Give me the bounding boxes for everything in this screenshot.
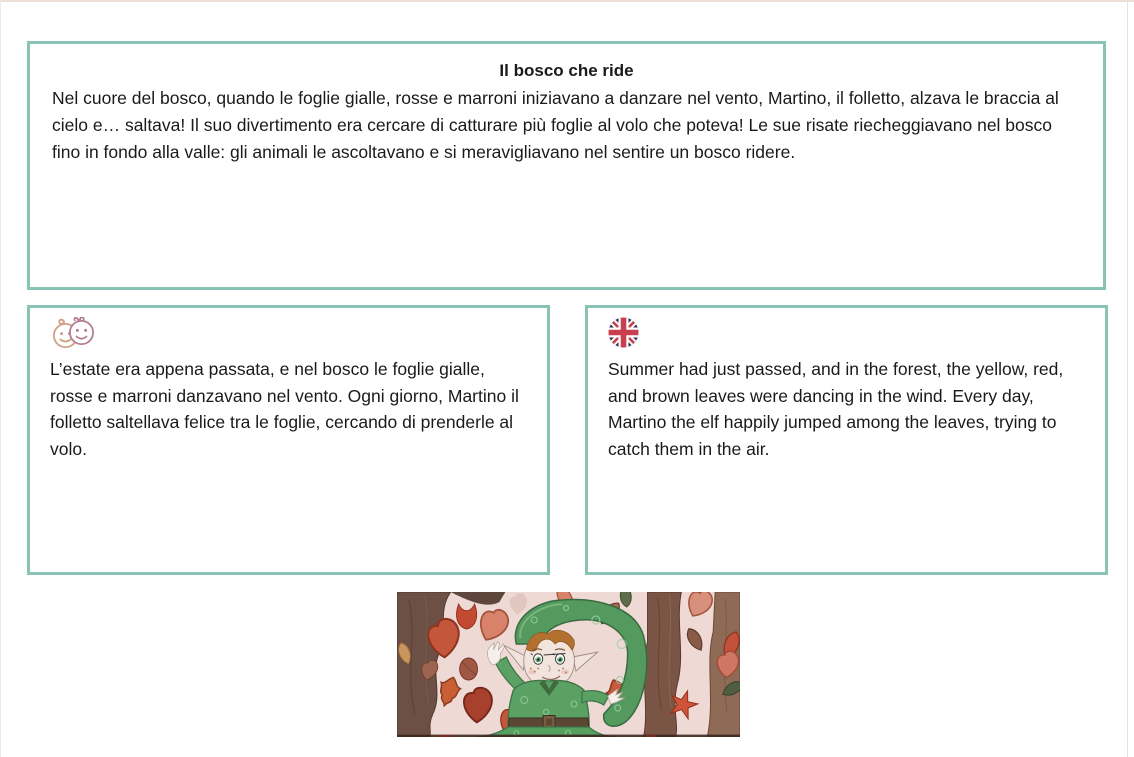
uk-flag-icon: [608, 317, 1089, 356]
story-full-text: Nel cuore del bosco, quando le foglie gialle, rosse e marroni iniziavano a danzare nel vento, Martino, il folletto, alzava le braccia al cielo e… saltava! Il suo divertimento era cercare di catturare più foglie al volo che poteva! Le sue risate riecheggiavano nel bosco fino in fondo alla valle: gli animali le ascoltavano e si meravigliavano nel sentire un bosco ridere.: [52, 88, 1059, 162]
children-faces-icon: [50, 317, 531, 356]
page-right-edge: [1127, 0, 1128, 757]
english-paragraph: Summer had just passed, and in the forest, the yellow, red, and brown leaves were dancing in the wind. Every day, Martino the elf happily jumped among the leaves, trying to catch them in the air.: [608, 359, 1064, 459]
story-title-box[interactable]: [27, 41, 1106, 290]
italian-text-panel[interactable]: [27, 305, 550, 575]
page-top-edge: [0, 0, 1134, 2]
italian-paragraph: L’estate era appena passata, e nel bosco le foglie gialle, rosse e marroni danzavano nel vento. Ogni giorno, Martino il folletto saltellava felice tra le foglie, cercando di prenderle al volo.: [50, 359, 519, 459]
english-text-panel[interactable]: [585, 305, 1108, 575]
story-title: Il bosco che ride: [499, 61, 634, 80]
page-left-edge: [0, 0, 1, 757]
story-illustration: [397, 592, 740, 737]
